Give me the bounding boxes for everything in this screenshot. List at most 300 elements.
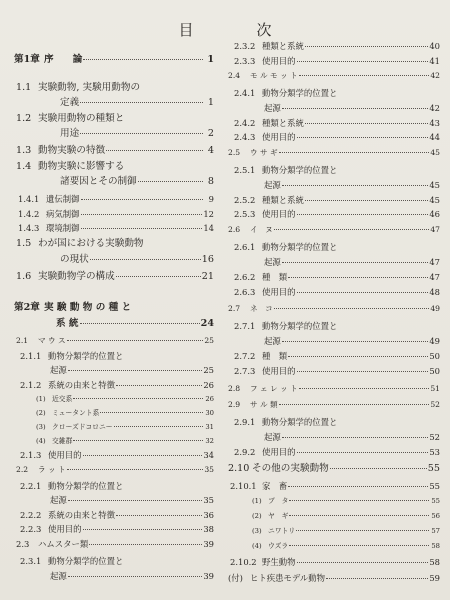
toc-entry-page: 59 bbox=[429, 573, 440, 583]
toc-entry bbox=[226, 383, 440, 395]
toc-entry bbox=[14, 318, 214, 330]
toc-entry-page: 58 bbox=[431, 542, 440, 550]
toc-entry-title: 使用目的 bbox=[48, 524, 82, 534]
toc-entry bbox=[226, 164, 440, 176]
toc-entry bbox=[14, 193, 214, 205]
toc-entry-number: 2.8 bbox=[228, 384, 241, 393]
toc-entry-number: 1.6 bbox=[16, 271, 32, 282]
dot-leader bbox=[282, 185, 429, 186]
toc-entry bbox=[226, 463, 440, 475]
dot-leader bbox=[282, 341, 429, 342]
toc-entry-title: 動物分類学的位置と bbox=[262, 242, 338, 252]
dot-leader bbox=[68, 370, 203, 371]
toc-entry-title: の現状 bbox=[60, 254, 89, 265]
toc-entry-title: 起源 bbox=[50, 495, 67, 505]
dot-leader bbox=[106, 150, 203, 151]
toc-entry-page: 46 bbox=[429, 209, 440, 219]
toc-entry-number: 2.2 bbox=[16, 465, 29, 474]
toc-entry bbox=[14, 176, 214, 188]
toc-entry bbox=[226, 525, 440, 537]
toc-entry bbox=[226, 70, 440, 82]
toc-entry-page: 25 bbox=[204, 336, 214, 345]
dot-leader bbox=[282, 108, 429, 109]
toc-entry-title: 動物分類学的位置と bbox=[262, 321, 338, 331]
dot-leader bbox=[81, 199, 204, 200]
toc-entry-title: 系 統 bbox=[56, 318, 79, 329]
toc-entry bbox=[14, 97, 214, 109]
toc-entry-page: 1 bbox=[207, 54, 214, 65]
dot-leader bbox=[299, 75, 429, 76]
toc-entry bbox=[14, 238, 214, 250]
toc-entry-title: 種類と系統 bbox=[262, 41, 304, 51]
toc-entry bbox=[14, 161, 214, 173]
toc-entry-page: 47 bbox=[429, 257, 440, 267]
toc-entry-number: 2.3.2 bbox=[234, 41, 256, 51]
toc-entry bbox=[14, 82, 214, 94]
toc-entry bbox=[226, 241, 440, 253]
toc-entry-title: 系統の由来と特徴 bbox=[48, 510, 115, 520]
toc-entry bbox=[226, 194, 440, 206]
toc-entry bbox=[226, 256, 440, 268]
toc-entry-number: 2.3.1 bbox=[20, 556, 42, 566]
dot-leader bbox=[81, 228, 203, 229]
toc-entry-page: 4 bbox=[207, 145, 214, 156]
toc-entry-title: 動物実験の特徴 bbox=[38, 145, 106, 156]
toc-entry-number: (3) bbox=[36, 423, 46, 431]
toc-entry bbox=[226, 540, 440, 552]
toc-entry bbox=[226, 147, 440, 159]
dot-leader bbox=[282, 437, 429, 438]
toc-entry-page: 14 bbox=[203, 223, 214, 233]
dot-leader bbox=[288, 486, 428, 487]
dot-leader bbox=[299, 388, 429, 389]
toc-entry-number: 1.4.2 bbox=[18, 209, 40, 219]
toc-entry bbox=[226, 102, 440, 114]
toc-entry-title: ブ タ bbox=[268, 497, 289, 505]
toc-entry-page: 24 bbox=[200, 318, 214, 329]
toc-entry-page: 42 bbox=[429, 103, 440, 113]
toc-entry-number: 2.3.3 bbox=[234, 56, 256, 66]
toc-entry-number: (4) bbox=[252, 542, 262, 550]
toc-entry-number: 第1章 bbox=[14, 54, 40, 65]
toc-entry-page: 48 bbox=[429, 287, 440, 297]
toc-entry-number: (1) bbox=[252, 497, 262, 505]
toc-entry-page: 55 bbox=[429, 481, 440, 491]
toc-entry-page: 49 bbox=[430, 304, 440, 313]
toc-entry bbox=[226, 446, 440, 458]
dot-leader bbox=[305, 200, 428, 201]
dot-leader bbox=[279, 404, 429, 405]
dot-leader bbox=[279, 152, 429, 153]
toc-entry-number: 2.5.3 bbox=[234, 209, 256, 219]
toc-entry bbox=[14, 464, 214, 476]
toc-entry-number: 1.2 bbox=[16, 113, 32, 124]
toc-entry bbox=[226, 208, 440, 220]
toc-entry-title: 諸要因とその制御 bbox=[60, 176, 137, 187]
toc-entry-page: 49 bbox=[429, 336, 440, 346]
toc-entry-number: 2.7.1 bbox=[234, 321, 256, 331]
toc-entry-title: 定義 bbox=[60, 97, 80, 108]
toc-entry-title: 起源 bbox=[50, 571, 67, 581]
page-title: 目 次 bbox=[178, 21, 296, 39]
toc-entry-number: 2.1 bbox=[16, 336, 29, 345]
toc-entry bbox=[226, 495, 440, 507]
toc-entry-page: 35 bbox=[203, 495, 214, 505]
toc-entry-page: 44 bbox=[429, 132, 440, 142]
toc-entry bbox=[226, 431, 440, 443]
dot-leader bbox=[305, 123, 428, 124]
toc-entry-number: 2.2.1 bbox=[20, 481, 42, 491]
toc-entry-title: 環境制御 bbox=[46, 223, 80, 233]
toc-entry-title: 動物分類学的位置と bbox=[262, 417, 338, 427]
toc-entry-title: 使用目的 bbox=[262, 366, 296, 376]
toc-entry-title: ハムスター類 bbox=[38, 539, 89, 549]
dot-leader bbox=[116, 515, 202, 516]
dot-leader bbox=[80, 323, 200, 324]
toc-entry-title: 動物分類学的位置と bbox=[262, 88, 338, 98]
toc-entry-page: 50 bbox=[429, 366, 440, 376]
toc-entry-number: 2.6 bbox=[228, 225, 241, 234]
toc-entry-number: (付) bbox=[228, 573, 243, 583]
dot-leader bbox=[274, 308, 429, 309]
toc-entry-page: 40 bbox=[429, 41, 440, 51]
toc-entry bbox=[14, 302, 214, 314]
toc-entry-title: 動物分類学的位置と bbox=[48, 481, 124, 491]
toc-entry-title: ラ ッ ト bbox=[38, 465, 66, 474]
toc-entry-page: 26 bbox=[205, 395, 214, 403]
dot-leader bbox=[297, 214, 429, 215]
toc-entry-title: ヒト疾患モデル動物 bbox=[250, 573, 325, 583]
toc-entry-page: 38 bbox=[203, 524, 214, 534]
toc-entry-number: 1.4 bbox=[16, 161, 32, 172]
toc-entry-page: 45 bbox=[430, 148, 440, 157]
toc-entry-title: 起源 bbox=[264, 336, 281, 346]
toc-entry-title: 交雑群 bbox=[52, 437, 73, 445]
toc-entry bbox=[226, 320, 440, 332]
toc-entry-title: 遺伝制御 bbox=[46, 194, 80, 204]
toc-entry-page: 21 bbox=[201, 271, 214, 282]
toc-entry-number: 2.7.2 bbox=[234, 351, 256, 361]
dot-leader bbox=[83, 455, 203, 456]
toc-entry bbox=[226, 480, 440, 492]
toc-entry-number: 1.4.1 bbox=[18, 194, 40, 204]
toc-entry bbox=[226, 572, 440, 584]
toc-entry bbox=[14, 480, 214, 492]
toc-entry-page: 12 bbox=[203, 209, 214, 219]
dot-leader bbox=[68, 576, 203, 577]
toc-entry-title: わが国における実験動物 bbox=[38, 238, 144, 249]
toc-entry-page: 36 bbox=[203, 510, 214, 520]
toc-entry bbox=[14, 570, 214, 582]
toc-entry-number: 2.10.1 bbox=[230, 481, 257, 491]
toc-entry-page: 52 bbox=[430, 400, 440, 409]
toc-entry-title: 起源 bbox=[50, 365, 67, 375]
toc-entry-page: 2 bbox=[207, 128, 214, 139]
toc-entry bbox=[14, 364, 214, 376]
dot-leader bbox=[81, 214, 203, 215]
dot-leader bbox=[68, 500, 203, 501]
dot-leader bbox=[305, 46, 428, 47]
toc-entry-page: 32 bbox=[205, 437, 214, 445]
toc-entry-page: 1 bbox=[207, 97, 214, 108]
toc-entry-title: 起源 bbox=[264, 257, 281, 267]
toc-entry-number: 2.1.3 bbox=[20, 450, 42, 460]
dot-leader bbox=[297, 562, 429, 563]
dot-leader bbox=[297, 61, 429, 62]
toc-entry-page: 8 bbox=[207, 176, 214, 187]
toc-entry-title: 動物分類学的位置と bbox=[48, 351, 124, 361]
toc-entry-title: 用途 bbox=[60, 128, 80, 139]
toc-entry bbox=[226, 224, 440, 236]
toc-entry bbox=[226, 556, 440, 568]
toc-entry bbox=[14, 449, 214, 461]
toc-entry-number: 2.9.2 bbox=[234, 447, 256, 457]
toc-entry-title: 種 類 bbox=[262, 272, 288, 282]
toc-entry-title: 実験動物学の構成 bbox=[38, 271, 115, 282]
toc-entry-title: 使用目的 bbox=[262, 209, 296, 219]
toc-entry-title: その他の実験動物 bbox=[252, 463, 329, 474]
toc-entry-page: 51 bbox=[430, 384, 440, 393]
dot-leader bbox=[289, 545, 429, 546]
toc-entry bbox=[14, 335, 214, 347]
toc-entry-title: ウズラ bbox=[268, 542, 289, 550]
dot-leader bbox=[289, 500, 429, 501]
toc-entry-title: 使用目的 bbox=[48, 450, 82, 460]
toc-entry-number: (2) bbox=[252, 512, 262, 520]
toc-entry-page: 41 bbox=[429, 56, 440, 66]
toc-entry-number: 2.9 bbox=[228, 400, 241, 409]
toc-entry bbox=[226, 399, 440, 411]
toc-entry-page: 9 bbox=[208, 194, 214, 204]
dot-leader bbox=[73, 398, 203, 399]
toc-entry-number: 2.1.2 bbox=[20, 380, 42, 390]
toc-entry-title: クローズドコロニー bbox=[52, 423, 113, 431]
toc-entry bbox=[14, 509, 214, 521]
toc-entry-page: 50 bbox=[429, 351, 440, 361]
toc-entry-number: 2.2.3 bbox=[20, 524, 42, 534]
toc-entry-title: ウ サ ギ bbox=[250, 148, 278, 157]
toc-entry-page: 16 bbox=[201, 254, 214, 265]
toc-entry-page: 34 bbox=[203, 450, 214, 460]
toc-entry bbox=[226, 365, 440, 377]
toc-entry-number: (1) bbox=[36, 395, 46, 403]
toc-entry-number: 2.4 bbox=[228, 71, 241, 80]
dot-leader bbox=[67, 340, 203, 341]
toc-entry bbox=[14, 254, 214, 266]
toc-entry bbox=[226, 271, 440, 283]
dot-leader bbox=[114, 426, 203, 427]
toc-entry-title: 動物分類学的位置と bbox=[262, 165, 338, 175]
toc-entry-number: 2.9.1 bbox=[234, 417, 256, 427]
toc-entry-title: ニワトリ bbox=[268, 527, 296, 535]
toc-entry-page: 43 bbox=[429, 118, 440, 128]
toc-entry-page: 25 bbox=[203, 365, 214, 375]
toc-entry-page: 31 bbox=[205, 423, 214, 431]
toc-entry-number: 2.4.3 bbox=[234, 132, 256, 142]
toc-entry-number: 2.6.1 bbox=[234, 242, 256, 252]
toc-entry-title: フ ェ レ ッ ト bbox=[250, 384, 298, 393]
toc-entry-title: イ ヌ bbox=[250, 225, 273, 234]
toc-entry-number: 2.10.2 bbox=[230, 557, 257, 567]
toc-entry bbox=[226, 117, 440, 129]
toc-entry bbox=[14, 538, 214, 550]
toc-entry-title: マ ウ ス bbox=[38, 336, 66, 345]
toc-entry-number: 1.4.3 bbox=[18, 223, 40, 233]
toc-entry-number: 2.6.3 bbox=[234, 287, 256, 297]
toc-entry-page: 39 bbox=[203, 539, 214, 549]
toc-entry bbox=[226, 416, 440, 428]
toc-entry-page: 35 bbox=[204, 465, 214, 474]
toc-entry-number: 2.6.2 bbox=[234, 272, 256, 282]
toc-entry bbox=[226, 350, 440, 362]
toc-entry-page: 53 bbox=[429, 447, 440, 457]
dot-leader bbox=[297, 452, 429, 453]
toc-entry-title: 実 験 動 物 の 種 と bbox=[44, 302, 132, 313]
dot-leader bbox=[90, 259, 201, 260]
toc-entry-title: 起源 bbox=[264, 103, 281, 113]
toc-entry bbox=[14, 350, 214, 362]
toc-entry-title: 種類と系統 bbox=[262, 195, 304, 205]
toc-entry bbox=[14, 54, 214, 66]
toc-entry bbox=[14, 435, 214, 447]
toc-entry bbox=[14, 222, 214, 234]
toc-entry-title: 動物実験に影響する bbox=[38, 161, 125, 172]
toc-entry bbox=[226, 510, 440, 522]
toc-entry-title: サ ル 類 bbox=[250, 400, 278, 409]
dot-leader bbox=[288, 277, 428, 278]
dot-leader bbox=[116, 385, 202, 386]
toc-entry-title: 種 類 bbox=[262, 351, 288, 361]
toc-entry-title: 野生動物 bbox=[262, 557, 296, 567]
toc-entry-title: 使用目的 bbox=[262, 56, 296, 66]
toc-entry-number: 2.7.3 bbox=[234, 366, 256, 376]
dot-leader bbox=[282, 262, 429, 263]
toc-entry-page: 57 bbox=[431, 527, 440, 535]
toc-entry-title: ネ コ bbox=[250, 304, 273, 313]
toc-entry bbox=[14, 421, 214, 433]
toc-entry-page: 56 bbox=[431, 512, 440, 520]
toc-entry-number: (4) bbox=[36, 437, 46, 445]
toc-entry bbox=[226, 335, 440, 347]
toc-entry-page: 45 bbox=[429, 180, 440, 190]
toc-entry bbox=[226, 55, 440, 67]
dot-leader bbox=[73, 440, 203, 441]
toc-entry-title: 使用目的 bbox=[262, 447, 296, 457]
toc-entry-number: 1.1 bbox=[16, 82, 32, 93]
toc-entry-page: 58 bbox=[429, 557, 440, 567]
toc-entry bbox=[14, 271, 214, 283]
toc-entry-number: 2.2.2 bbox=[20, 510, 42, 520]
toc-entry-number: 第2章 bbox=[14, 302, 40, 313]
toc-entry-title: 起源 bbox=[264, 432, 281, 442]
toc-entry-number: 2.1.1 bbox=[20, 351, 42, 361]
dot-leader bbox=[83, 529, 203, 530]
toc-entry bbox=[14, 128, 214, 140]
toc-entry-number: (2) bbox=[36, 409, 46, 417]
toc-entry-title: 家 畜 bbox=[262, 481, 288, 491]
toc-entry-title: 近交系 bbox=[52, 395, 73, 403]
toc-entry-page: 47 bbox=[430, 225, 440, 234]
dot-leader bbox=[67, 469, 203, 470]
dot-leader bbox=[89, 544, 202, 545]
dot-leader bbox=[297, 371, 429, 372]
toc-entry-number: 2.10 bbox=[228, 463, 250, 474]
toc-entry-page: 39 bbox=[203, 571, 214, 581]
toc-entry bbox=[14, 113, 214, 125]
toc-entry-title: 系統の由来と特徴 bbox=[48, 380, 115, 390]
dot-leader bbox=[274, 229, 429, 230]
toc-entry-page: 26 bbox=[203, 380, 214, 390]
toc-entry bbox=[226, 131, 440, 143]
toc-entry-page: 55 bbox=[431, 497, 440, 505]
toc-entry-number: 2.7 bbox=[228, 304, 241, 313]
toc-entry-number: 2.5.2 bbox=[234, 195, 256, 205]
toc-entry-title: 種類と系統 bbox=[262, 118, 304, 128]
dot-leader bbox=[80, 102, 203, 103]
toc-entry-number: 1.5 bbox=[16, 238, 32, 249]
toc-entry-title: 実験動物, 実験用動物の bbox=[38, 82, 141, 93]
toc-entry-title: 起源 bbox=[264, 180, 281, 190]
toc-entry bbox=[14, 145, 214, 157]
toc-entry-title: 序 論 bbox=[44, 54, 83, 65]
dot-leader bbox=[288, 356, 428, 357]
toc-entry-title: ヤ ギ bbox=[268, 512, 289, 520]
dot-leader bbox=[83, 59, 203, 60]
toc-entry-number: 2.5 bbox=[228, 148, 241, 157]
toc-entry-title: 病気制御 bbox=[46, 209, 80, 219]
dot-leader bbox=[296, 530, 429, 531]
toc-entry bbox=[14, 494, 214, 506]
toc-entry bbox=[226, 286, 440, 298]
toc-entry-title: モ ル モ ッ ト bbox=[250, 71, 298, 80]
toc-entry bbox=[226, 303, 440, 315]
dot-leader bbox=[297, 292, 429, 293]
dot-leader bbox=[138, 181, 203, 182]
toc-entry-page: 55 bbox=[427, 463, 440, 474]
toc-entry-number: 2.5.1 bbox=[234, 165, 256, 175]
toc-entry-number: 2.3 bbox=[16, 539, 30, 549]
toc-entry-page: 47 bbox=[429, 272, 440, 282]
toc-entry-title: 使用目的 bbox=[262, 287, 296, 297]
toc-entry bbox=[14, 379, 214, 391]
toc-entry bbox=[226, 40, 440, 52]
toc-entry bbox=[14, 208, 214, 220]
toc-entry bbox=[14, 393, 214, 405]
toc-entry-page: 52 bbox=[429, 432, 440, 442]
toc-entry-number: (3) bbox=[252, 527, 262, 535]
toc-entry bbox=[226, 87, 440, 99]
toc-entry-title: 実験用動物の種類と bbox=[38, 113, 125, 124]
toc-entry-title: 使用目的 bbox=[262, 132, 296, 142]
dot-leader bbox=[80, 133, 203, 134]
dot-leader bbox=[116, 276, 201, 277]
toc-entry bbox=[14, 407, 214, 419]
dot-leader bbox=[289, 515, 429, 516]
toc-entry-page: 30 bbox=[205, 409, 214, 417]
dot-leader bbox=[326, 578, 428, 579]
toc-entry bbox=[14, 523, 214, 535]
toc-entry-page: 42 bbox=[430, 71, 440, 80]
toc-entry-page: 45 bbox=[429, 195, 440, 205]
toc-entry bbox=[226, 179, 440, 191]
dot-leader bbox=[297, 137, 429, 138]
toc-entry-number: 2.4.1 bbox=[234, 88, 256, 98]
dot-leader bbox=[100, 412, 203, 413]
dot-leader bbox=[330, 468, 427, 469]
toc-entry-number: 2.4.2 bbox=[234, 118, 256, 128]
toc-entry-number: 1.3 bbox=[16, 145, 32, 156]
toc-entry bbox=[14, 555, 214, 567]
